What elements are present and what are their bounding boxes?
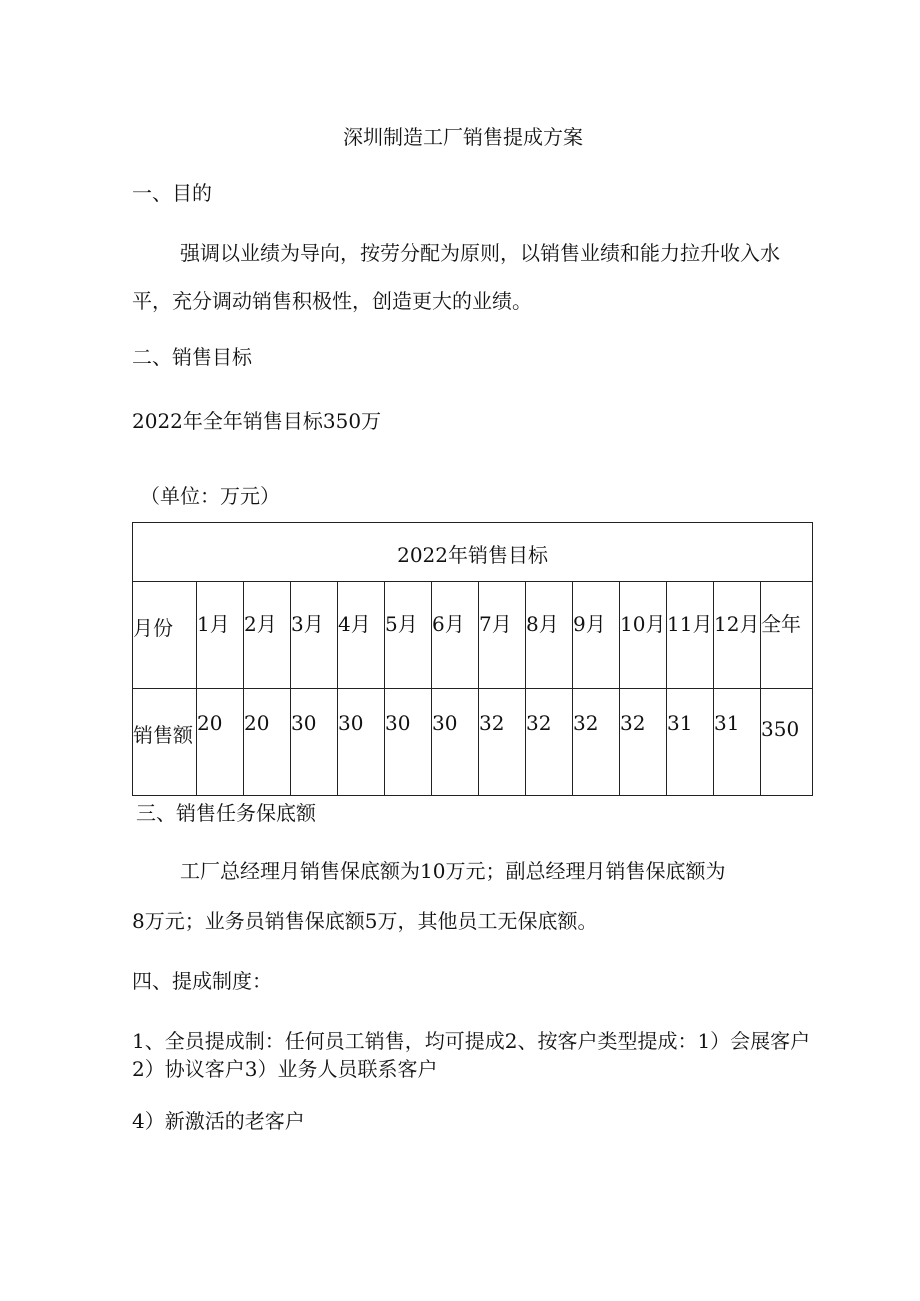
- month-row-header: 月份: [133, 582, 197, 689]
- document-title: 深圳制造工厂销售提成方案: [343, 125, 583, 149]
- sales-cell: 30: [385, 689, 432, 796]
- sales-row-header: 销售额: [133, 689, 197, 796]
- month-cell: 12月: [714, 582, 761, 689]
- sales-cell: 31: [714, 689, 761, 796]
- sales-cell: 30: [291, 689, 338, 796]
- commission-line-3: 4）新激活的老客户: [132, 1109, 305, 1133]
- sales-cell: 32: [573, 689, 620, 796]
- sales-cell: 32: [620, 689, 667, 796]
- sales-cell: 32: [479, 689, 526, 796]
- month-cell: 8月: [526, 582, 573, 689]
- month-cell: 3月: [291, 582, 338, 689]
- month-cell: 9月: [573, 582, 620, 689]
- purpose-paragraph-line-1: 强调以业绩为导向，按劳分配为原则，以销售业绩和能力拉升收入水: [180, 241, 780, 265]
- sales-cell: 20: [197, 689, 244, 796]
- sales-cell: 31: [667, 689, 714, 796]
- sales-cell: 30: [432, 689, 479, 796]
- quota-paragraph-line-2: 8万元；业务员销售保底额5万，其他员工无保底额。: [132, 909, 598, 933]
- month-cell: 4月: [338, 582, 385, 689]
- month-cell: 7月: [479, 582, 526, 689]
- table-caption: 2022年销售目标: [133, 523, 813, 582]
- month-cell: 5月: [385, 582, 432, 689]
- sales-target-table: [132, 522, 813, 796]
- sales-row: [133, 689, 813, 796]
- purpose-paragraph-line-2: 平，充分调动销售积极性，创造更大的业绩。: [132, 289, 532, 313]
- unit-note: （单位：万元）: [140, 484, 280, 508]
- month-cell: 2月: [244, 582, 291, 689]
- month-cell: 10月: [620, 582, 667, 689]
- section-heading-commission-system: 四、提成制度：: [132, 969, 272, 993]
- sales-cell-full-year: 350: [761, 689, 813, 796]
- commission-line-2: 2）协议客户3）业务人员联系客户: [132, 1057, 438, 1081]
- month-cell: 11月: [667, 582, 714, 689]
- quota-paragraph-line-1: 工厂总经理月销售保底额为10万元；副总经理月销售保底额为: [180, 859, 726, 883]
- month-cell: 6月: [432, 582, 479, 689]
- section-heading-minimum-quota: 三、销售任务保底额: [136, 801, 316, 825]
- month-cell: 1月: [197, 582, 244, 689]
- sales-cell: 30: [338, 689, 385, 796]
- section-heading-sales-target: 二、销售目标: [132, 345, 252, 369]
- annual-target-text: 2022年全年销售目标350万: [132, 409, 382, 433]
- section-heading-purpose: 一、目的: [132, 181, 212, 205]
- sales-cell: 20: [244, 689, 291, 796]
- month-cell-full-year: 全年: [761, 582, 813, 689]
- sales-cell: 32: [526, 689, 573, 796]
- commission-line-1: 1、全员提成制：任何员工销售，均可提成2、按客户类型提成：1）会展客户: [132, 1029, 811, 1053]
- month-row: [133, 582, 813, 689]
